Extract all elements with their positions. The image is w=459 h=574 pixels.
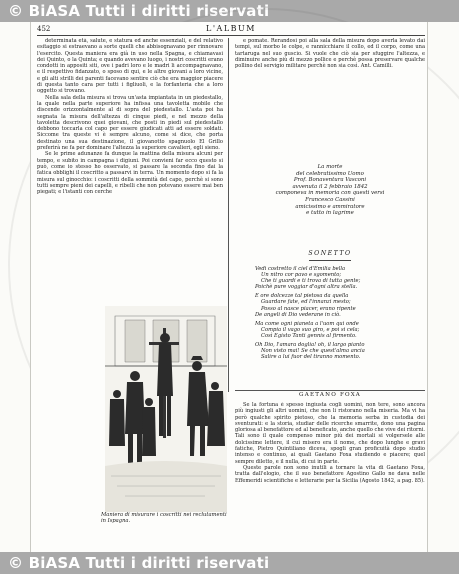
section-rule	[235, 390, 425, 391]
poem-stanza-3	[255, 321, 425, 339]
poem-line: Un nitro cor pavo e sgomento;	[261, 272, 342, 279]
left-paragraph-2: Nella sala della misura si trova un'asta impiantata in un piedestallo, la quale nella parte superiore ha infissa una tavoletta mobile che discende orizzontalmente al di sopra del piedestallo. L'asta poi ha segnata la misura dell'altezza di cinque piedi, e nel mezzo della tavoletta descrivono quei giovani, che posti in piedi sul piedestallo debbono toccarla col capo per essere giudicati atti ad essere soldati. Siccome tra queste vi è sempre alcuno, come si dice, che porta destinato una sua destinazione, il giovanotto spagnuolo El Grillo preferirà ne fa per dominare l'altezza la superiore cavalieri, egli sieno.	[37, 94, 223, 152]
sonetto-rule	[309, 260, 351, 261]
poem-line: Non visto mai! Se che quest'alma ancia	[261, 348, 365, 355]
illustration-caption: Maniera di misurare i coscritti nei reclutamenti in Ispagna.	[101, 512, 227, 525]
watermark-bottom	[0, 552, 459, 574]
right-paragraph-1: e pomate. Rerandosi poi alla sala della misura dopo averla levato dai tempi, sul morbo le colpe, e rannicchiare il collo, ed il corpo, come una tartaruga nel suo guscio. Si vuole che ciò sia per sfuggire l'altezza, e diminuire anche più di mezzo pollice e perchè possa preservare qualche pollino del servigio militare perchè non sia così. Ant. Camilli.	[235, 38, 425, 70]
sonetto-poem	[255, 266, 425, 388]
poem-line: Oh Dio, l'amara doglia! oh, il largo pianto	[255, 342, 365, 349]
poem-line: Che ti guardi e ti trova di tutta gente;	[261, 278, 361, 285]
poem-line: Salire a lui fuor del tiranno momento.	[261, 354, 361, 361]
right-paragraph-2: Se la fortuna è spesso ingiusta cogli uomini, non tere, sono ancora più ingiusti gli altri uomini, che non li ristorano nella miseria. Ma vi ha però qualche spirito pietoso, che la memoria serba in custodia dei sventurati: e la storia, studiar delle ricerche smarrite, dono una pagina gloriosa al benefattore ed al beneficato, anche quello che vive dei ritorni. Tali sono il quale compenso minor più dei mortali si volgersele alle dolcissime lettere, il cui misero era il nome, che dopo lunghe e gravi fatiche, Pietro Quintiliano diceva, spogli gran proficuità dopo studio intenso e continuo, ai quali Gaetano Foxa studiendo e piacere; quel sempre diletto, e il nulla, di cui in parte.	[235, 402, 425, 465]
engraving-illustration	[105, 306, 227, 512]
poem-line: Guardare fate, ed l'innanzi mesto;	[261, 299, 351, 306]
journal-title: L'ALBUM	[206, 24, 256, 33]
watermark-bottom-text: © BiASA Tutti i diritti riservati	[8, 554, 270, 572]
epigraph-line: amicissimo e ammiratore	[295, 203, 365, 210]
epigraph-line: Francesco Cassini	[305, 196, 355, 203]
watermark-top	[0, 0, 459, 22]
right-column-bottom	[235, 402, 425, 542]
epigraph-line: La morte	[317, 164, 343, 170]
poem-line: Compia il vago suo giro, e poi si cela;	[261, 326, 360, 333]
left-paragraph-3: Se le prime adunanze fa dunque la mattina della misura alcuni per tempo, e subito in campagna i digiuni. Poi convieni far ecco questo si può, come io stesso ho osservato, si passare la seconda fino dai la fatica obblighi il coscritto a passarvi in terra. Un momento dopo si fa la misura sul ginocchio: i coscritti della sommità del capo, perchè si sono tutti sempre pieni dei capelli, e ribelli che non potevano essere mai ben piegati; e l'istanti con cerche	[37, 151, 223, 196]
epigraph-line: avvenuta il 2 febbraio 1842	[292, 183, 368, 190]
poem-line: Posso al nasce piacer, erano ripente	[261, 305, 356, 312]
poem-line: Ma come ogni pianeta a l'uom qui onde	[255, 320, 359, 327]
watermark-top-text: © BiASA Tutti i diritti riservati	[8, 2, 270, 20]
poem-line: E ore dolcezze tal pietosa da quella	[255, 293, 349, 300]
poem-stanza-2	[255, 293, 425, 317]
poem-line: De angeli di Dio vederane in ciò.	[255, 311, 341, 318]
right-column-top	[235, 38, 425, 156]
sonetto-title: SONETTO	[308, 250, 352, 257]
running-head	[37, 23, 425, 36]
poem-line: Poichè pure voggiar d'ogni altra stella.	[255, 284, 358, 291]
poem-stanza-1	[255, 266, 425, 290]
epigraph-line: componeva in memoria con questi versi	[275, 190, 385, 197]
right-paragraph-3: Queste parole non sono inutili a tornare la vita di Gaetano Foxa, tratta dall'elogio, che il suo benefattore Agostino Gallo ne dava nelle Effemeridi scientifiche e letterarie per la Sicilia (Agosto 1842, a pag. 85).	[235, 464, 425, 484]
poem-line: Vedi costretto il ciel d'Emilia bella	[255, 266, 346, 272]
epigraph-line: Prof. Bonaventura Vasconi	[293, 177, 367, 184]
column-divider	[228, 38, 229, 392]
left-column	[37, 38, 223, 304]
epigraph-line: del celebratissimo Uomo	[296, 170, 364, 177]
epigraph-line: e tutto in lagrime	[306, 210, 354, 217]
page-number: 452	[37, 25, 51, 33]
dedication-epigraph	[235, 164, 425, 246]
section-title: GAETANO FOXA	[299, 392, 361, 398]
scanned-page	[30, 22, 428, 552]
poem-line: Così Egisto Tanti gennis al firmento.	[261, 332, 357, 339]
left-paragraph-1: determinata età, salute, e statura ed anche essenziali, e del relativo esitaggio si estraevano a sorte quelli che abbisognavano per rinnovare l'esercito. Questa maniera era già in uso nella Spagna, e chiamavasi dei Quinto, o la Quinta; e quando avevano luogo, i nostri coscritti erano condotti in appositi siti, ove i padri loro e le madri li accompagnavano, e il respettivo fidanzato, o sposo di qui, e le altre giovani a loro vicine, e gli alti strilli dei parenti facevano sentire ciò che era maggior piacere di questa tanto cara per tutti i figliuoli, e la forfanteria che a loro oggetto si trovano.	[37, 38, 223, 95]
poem-stanza-4	[255, 342, 425, 360]
